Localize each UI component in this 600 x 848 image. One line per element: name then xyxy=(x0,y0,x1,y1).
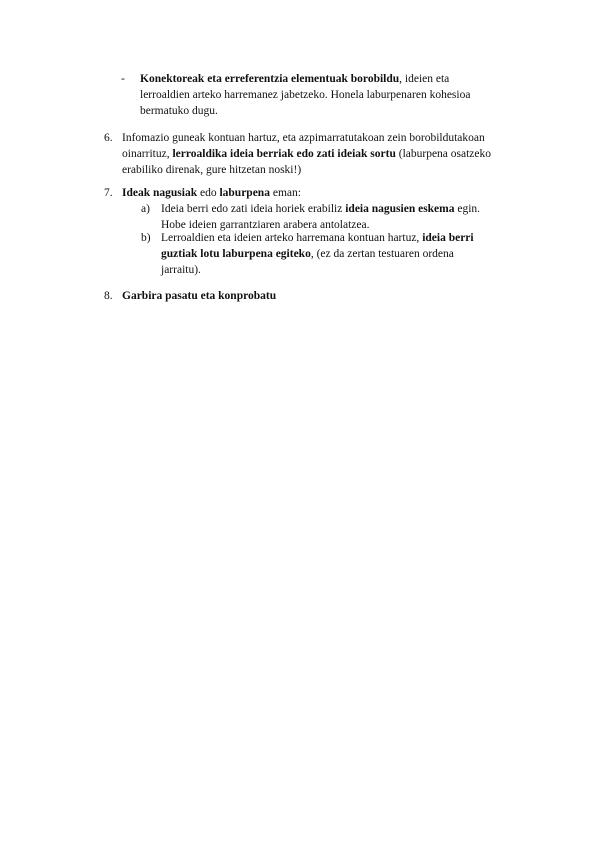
sub-b-line2: guztiak lotu laburpena egiteko, (ez da zertan testuaren ordena xyxy=(161,248,454,260)
item-7-marker: 7. xyxy=(104,187,113,199)
sub-b-text xyxy=(161,231,561,278)
sub-a-line2: Hobe ideien garrantziaren arabera antolatzea. xyxy=(161,219,370,231)
item-8-line1: Garbira pasatu eta konprobatu xyxy=(122,290,277,302)
sub-a-text xyxy=(161,202,561,233)
sub-a-line1: Ideia berri edo zati ideia horiek erabiliz ideia nagusien eskema egin. xyxy=(161,203,481,215)
dash-item-line3: bermatuko dugu. xyxy=(140,105,218,117)
item-8-marker: 8. xyxy=(104,290,113,302)
dash-item-text xyxy=(140,72,540,119)
item-6-line1: Infomazio guneak kontuan hartuz, eta azpimarratutakoan zein borobildutakoan xyxy=(122,132,485,144)
item-6-line2: oinarrituz, lerroaldika ideia berriak edo zati ideiak sortu (laburpena osatzeko xyxy=(122,148,492,160)
dash-item-line1: Konektoreak eta erreferentzia elementuak borobildu, ideien eta xyxy=(140,73,450,85)
item-8-text xyxy=(122,289,562,304)
sub-b-line3: jarraitu). xyxy=(161,264,201,276)
sub-b-marker: b) xyxy=(141,232,151,244)
dash-marker: - xyxy=(121,73,125,85)
item-7-text xyxy=(122,186,562,201)
dash-item-bold: Konektoreak eta erreferentzia elementuak borobildu xyxy=(140,73,400,85)
item-6-line3: erabiliko direnak, gure hitzetan noski!) xyxy=(122,164,302,176)
dash-item-line2: lerroaldien arteko harremanez jabetzeko. Honela laburpenaren kohesioa xyxy=(140,89,471,101)
sub-a-marker: a) xyxy=(141,203,150,215)
item-7-line1: Ideak nagusiak edo laburpena eman: xyxy=(122,187,301,199)
item-6-marker: 6. xyxy=(104,132,113,144)
item-6-text xyxy=(122,131,562,178)
sub-b-line1: Lerroaldien eta ideien arteko harremana kontuan hartuz, ideia berri xyxy=(161,232,474,244)
